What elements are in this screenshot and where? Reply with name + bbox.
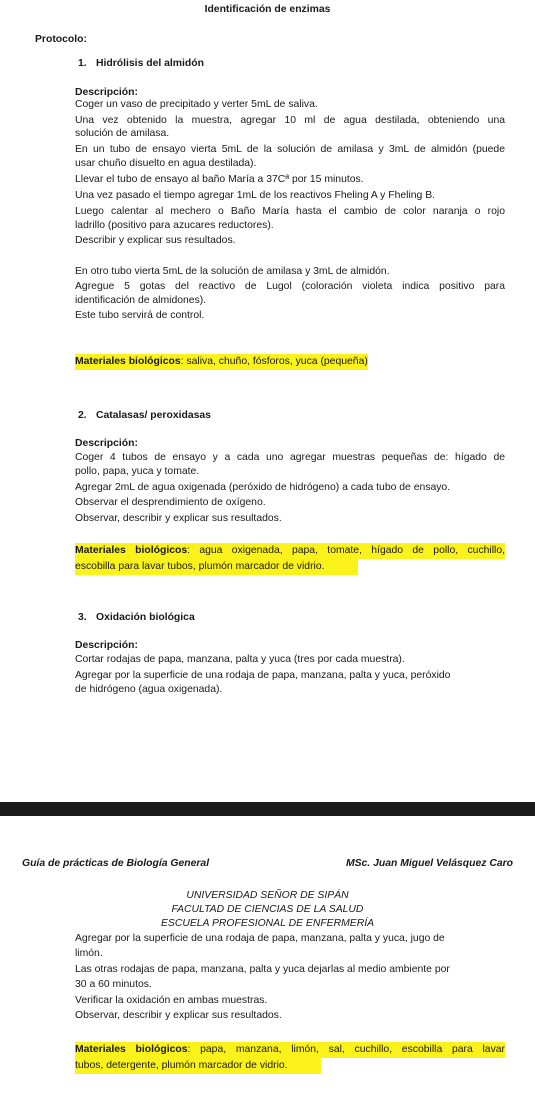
header-school: ESCUELA PROFESIONAL DE ENFERMERÍA xyxy=(160,918,375,929)
section-1-line: ladrillo (positivo para azucares reductores). xyxy=(75,220,274,231)
footer-right: MSc. Juan Miguel Velásquez Caro xyxy=(345,858,513,869)
section-1-line: solución de amilasa. xyxy=(75,128,170,139)
section-3-description-label: Descripción: xyxy=(75,640,138,651)
section-1-line: Una vez pasado el tiempo agregar 1mL de los reactivos Fheling A y Fheling B. xyxy=(75,190,436,201)
section-2-line: Observar el desprendimiento de oxígeno. xyxy=(75,497,266,508)
section-1-line: Llevar el tubo de ensayo al baño María a 37Cª por 15 minutos. xyxy=(75,174,364,185)
section-2-description-label: Descripción: xyxy=(75,438,138,449)
section-1-number: 1. xyxy=(78,58,87,69)
section-2-number: 2. xyxy=(78,410,87,421)
section-1-materials-label: Materiales biológicos xyxy=(75,356,181,367)
section-1-line: Coger un vaso de precipitado y verter 5mL de saliva. xyxy=(75,99,318,110)
footer-left: Guía de prácticas de Biología General xyxy=(22,858,210,869)
section-2-line: Observar, describir y explicar sus resultados. xyxy=(75,513,282,524)
protocol-label: Protocolo: xyxy=(35,34,87,45)
header-faculty: FACULTAD DE CIENCIAS DE LA SALUD xyxy=(171,904,364,915)
section-1-line: En un tubo de ensayo vierta 5mL de la solución de amilasa y 3mL de almidón (puede xyxy=(75,144,505,155)
section-2-materials-text: : agua oxigenada, papa, tomate, hígado de pollo, cuchillo, xyxy=(187,545,506,556)
section-2-materials xyxy=(75,545,505,557)
section-1-control-line: Agregue 5 gotas del reactivo de Lugol (coloración violeta indica positivo para xyxy=(75,281,505,292)
page2-line: Observar, describir y explicar sus resultados. xyxy=(75,1010,282,1021)
section-2-line: pollo, papa, yuca y tomate. xyxy=(75,466,200,477)
section-3-number: 3. xyxy=(78,612,87,623)
page2-line: Verificar la oxidación en ambas muestras. xyxy=(75,995,268,1006)
section-1-materials-text: : saliva, chuño, fósforos, yuca (pequeña) xyxy=(180,356,368,367)
section-2-materials-label: Materiales biológicos xyxy=(75,545,188,556)
section-2-title: Catalasas/ peroxidasas xyxy=(96,410,211,421)
header-university: UNIVERSIDAD SEÑOR DE SIPÁN xyxy=(186,890,349,901)
page2-materials-continued: tubos, detergente, plumón marcador de vidrio. xyxy=(75,1060,288,1071)
section-2-line: Agregar 2mL de agua oxigenada (peróxido de hidrógeno) a cada tubo de ensayo. xyxy=(75,482,451,493)
section-1-line: Una vez obtenido la muestra, agregar 10 ml de agua destilada, obteniendo una xyxy=(75,115,505,126)
section-2-materials-continued: escobilla para lavar tubos, plumón marcador de vidrio. xyxy=(75,561,325,572)
page-title: Identificación de enzimas xyxy=(204,4,331,15)
section-1-control-line: En otro tubo vierta 5mL de la solución de amilasa y 3mL de almidón. xyxy=(75,266,390,277)
page2-materials xyxy=(75,1044,505,1056)
page2-materials-text: : papa, manzana, limón, sal, cuchillo, escobilla para lavar xyxy=(187,1044,505,1055)
document-page-2 xyxy=(0,816,535,1100)
section-3-line: Agregar por la superficie de una rodaja de papa, manzana, palta y yuca, peróxido xyxy=(75,670,451,681)
section-1-line: usar chuño disuelto en agua destilada). xyxy=(75,158,257,169)
section-1-title: Hidrólisis del almidón xyxy=(96,58,204,69)
section-1-materials xyxy=(75,356,368,368)
section-3-line: Cortar rodajas de papa, manzana, palta y yuca (tres por cada muestra). xyxy=(75,654,405,665)
section-1-control-line: identificación de almidones). xyxy=(75,295,207,306)
section-3-line: de hidrógeno (agua oxigenada). xyxy=(75,684,223,695)
section-1-line: Describir y explicar sus resultados. xyxy=(75,235,236,246)
page2-line: limón. xyxy=(75,948,103,959)
page2-line: 30 a 60 minutos. xyxy=(75,979,152,990)
page2-line: Las otras rodajas de papa, manzana, palta y yuca dejarlas al medio ambiente por xyxy=(75,964,450,975)
page2-line: Agregar por la superficie de una rodaja de papa, manzana, palta y yuca, jugo de xyxy=(75,933,445,944)
page2-materials-label: Materiales biológicos xyxy=(75,1044,188,1055)
section-1-line: Luego calentar al mechero o Baño María hasta el cambio de color naranja o rojo xyxy=(75,206,505,217)
section-1-control-line: Este tubo servirá de control. xyxy=(75,310,205,321)
section-3-title: Oxidación biológica xyxy=(96,612,195,623)
section-1-description-label: Descripción: xyxy=(75,87,138,98)
page-divider xyxy=(0,802,535,816)
section-2-line: Coger 4 tubos de ensayo y a cada uno agregar muestras pequeñas de: hígado de xyxy=(75,452,505,463)
